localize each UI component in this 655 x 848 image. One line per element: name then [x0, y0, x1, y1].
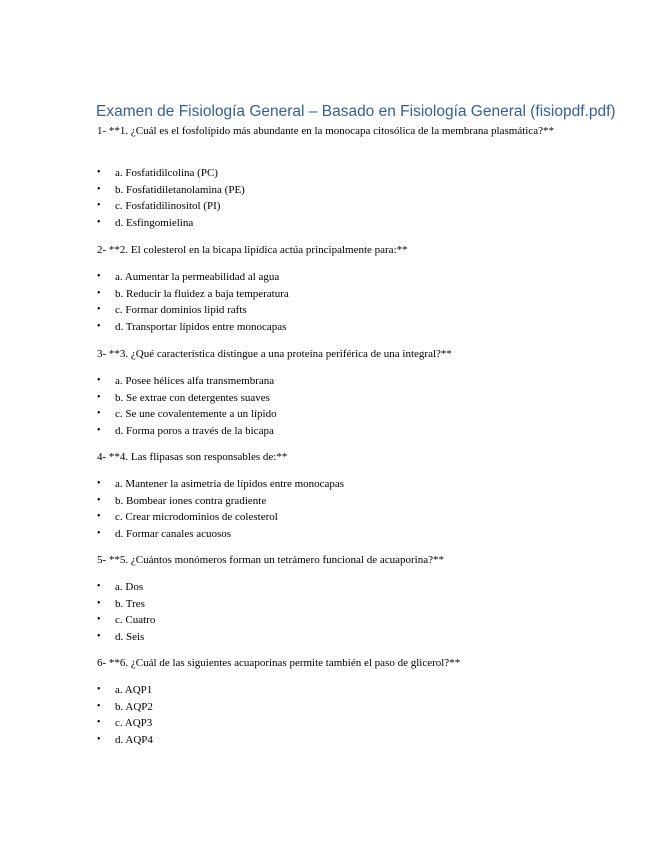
- option-item: [97, 302, 289, 319]
- bullet-icon: •: [97, 408, 101, 419]
- question-6-options: [97, 682, 153, 748]
- bullet-icon: •: [97, 375, 101, 386]
- option-label: c. Se une covalentemente a un lípido: [115, 408, 277, 420]
- option-item: [97, 509, 344, 526]
- option-label: c. Fosfatidilinositol (PI): [115, 200, 221, 212]
- option-label: d. Forma poros a través de la bicapa: [115, 424, 274, 437]
- option-label: b. AQP2: [115, 700, 153, 713]
- option-item: [97, 319, 289, 336]
- option-item: [97, 373, 277, 390]
- bullet-icon: •: [97, 700, 101, 712]
- option-item: [97, 699, 153, 716]
- bullet-icon: •: [97, 684, 101, 695]
- bullet-icon: •: [97, 494, 101, 506]
- bullet-icon: •: [97, 183, 101, 195]
- option-item: [97, 269, 289, 286]
- option-item: [97, 682, 153, 699]
- option-item: [97, 579, 155, 596]
- option-label: a. AQP1: [115, 684, 153, 696]
- option-item: [97, 493, 344, 510]
- option-item: [97, 390, 277, 407]
- option-label: d. AQP4: [115, 733, 153, 746]
- question-6-text: 6- **6. ¿Cuál de las siguientes acuaporinas permite también el paso de glicerol?**: [97, 657, 461, 669]
- option-item: [97, 715, 153, 732]
- option-label: c. Crear microdominios de colesterol: [115, 511, 278, 523]
- bullet-icon: •: [97, 287, 101, 299]
- option-label: a. Mantener la asimetría de lípidos entre monocapas: [115, 478, 345, 490]
- option-label: c. Cuatro: [115, 614, 156, 626]
- question-4-text: 4- **4. Las flipasas son responsables de:**: [97, 451, 288, 463]
- option-label: d. Formar canales acuosos: [115, 527, 232, 540]
- option-label: a. Posee hélices alfa transmembrana: [115, 375, 275, 387]
- bullet-icon: •: [97, 581, 101, 592]
- option-item: [97, 406, 277, 423]
- bullet-icon: •: [97, 304, 101, 315]
- document-title: Examen de Fisiología General – Basado en Fisiología General (fisiopdf.pdf): [96, 103, 616, 120]
- question-3-options: [97, 373, 277, 439]
- question-2-options: [97, 269, 289, 335]
- option-item: [97, 629, 155, 646]
- option-label: a. Dos: [115, 581, 144, 593]
- bullet-icon: •: [97, 733, 101, 745]
- bullet-icon: •: [97, 200, 101, 211]
- question-1-text: 1- **1. ¿Cuál es el fosfolípido más abundante en la monocapa citosólica de la membrana plasmática?**: [97, 125, 554, 137]
- bullet-icon: •: [97, 511, 101, 522]
- option-label: b. Reducir la fluidez a baja temperatura: [115, 287, 289, 300]
- option-label: a. Fosfatidilcolina (PC): [115, 167, 218, 179]
- option-label: d. Esfingomielina: [115, 216, 194, 229]
- bullet-icon: •: [97, 167, 101, 178]
- option-label: c. AQP3: [115, 717, 153, 729]
- bullet-icon: •: [97, 216, 101, 228]
- bullet-icon: •: [97, 630, 101, 642]
- bullet-icon: •: [97, 391, 101, 403]
- question-5-text: 5- **5. ¿Cuántos monómeros forman un tetrámero funcional de acuaporina?**: [97, 554, 444, 566]
- option-label: d. Seis: [115, 630, 145, 643]
- option-label: b. Bombear iones contra gradiente: [115, 494, 267, 507]
- option-item: [97, 182, 245, 199]
- question-3-text: 3- **3. ¿Qué característica distingue a una proteína periférica de una integral?**: [97, 348, 452, 360]
- bullet-icon: •: [97, 597, 101, 609]
- option-label: c. Formar dominios lipid rafts: [115, 304, 247, 316]
- question-5-options: [97, 579, 155, 645]
- option-label: b. Se extrae con detergentes suaves: [115, 391, 270, 404]
- bullet-icon: •: [97, 271, 101, 282]
- option-item: [97, 612, 155, 629]
- option-item: [97, 476, 344, 493]
- option-item: [97, 215, 245, 232]
- bullet-icon: •: [97, 527, 101, 539]
- option-label: a. Aumentar la permeabilidad al agua: [115, 271, 280, 283]
- bullet-icon: •: [97, 424, 101, 436]
- bullet-icon: •: [97, 320, 101, 332]
- bullet-icon: •: [97, 478, 101, 489]
- option-label: b. Fosfatidiletanolamina (PE): [115, 183, 245, 196]
- option-label: d. Transportar lípidos entre monocapas: [115, 320, 287, 333]
- option-item: [97, 423, 277, 440]
- option-item: [97, 732, 153, 749]
- question-4-options: [97, 476, 344, 542]
- option-item: [97, 198, 245, 215]
- option-label: b. Tres: [115, 597, 145, 610]
- question-1-options: [97, 165, 245, 231]
- option-item: [97, 526, 344, 543]
- bullet-icon: •: [97, 614, 101, 625]
- option-item: [97, 165, 245, 182]
- option-item: [97, 286, 289, 303]
- question-2-text: 2- **2. El colesterol en la bicapa lipídica actúa principalmente para:**: [97, 244, 408, 256]
- option-item: [97, 596, 155, 613]
- bullet-icon: •: [97, 717, 101, 728]
